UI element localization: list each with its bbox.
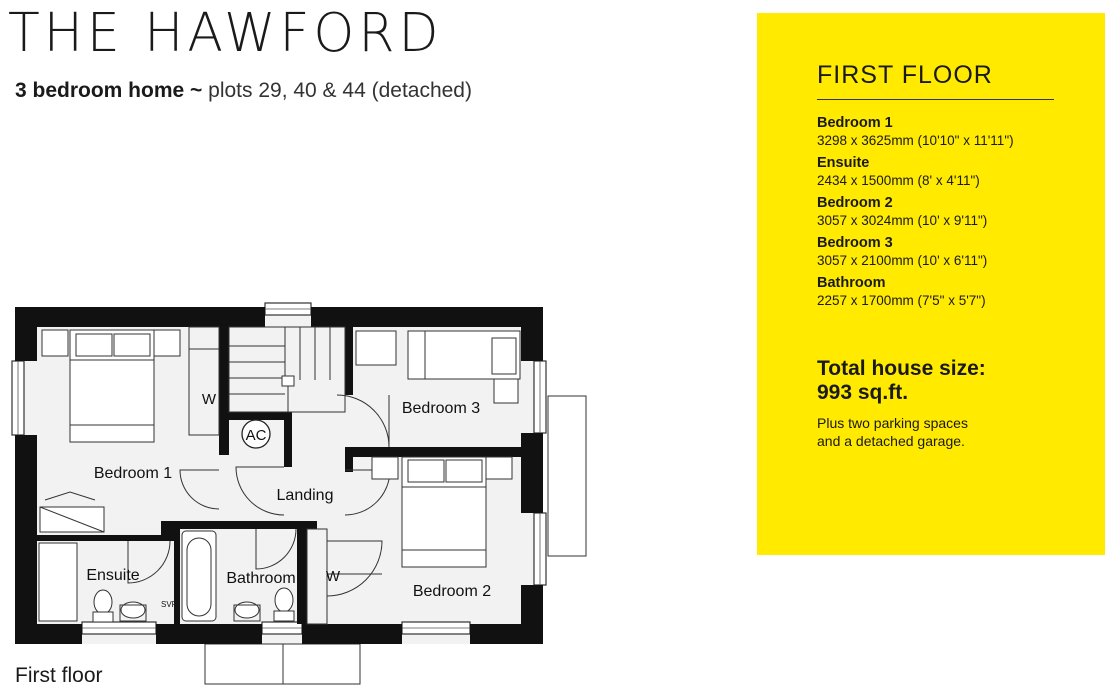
room-name: Bedroom 2 [817, 195, 893, 211]
panel-divider [817, 99, 1054, 100]
room-dimensions: 2257 x 1700mm (7'5" x 5'7") [817, 293, 986, 308]
house-name: THE HAWFORD [8, 3, 443, 65]
house-subtitle [15, 77, 472, 105]
first-floor-plan [0, 290, 600, 689]
room-name: Bedroom 3 [817, 235, 893, 251]
wardrobe-label-bedroom-2: W [325, 568, 341, 585]
extras-line-1: Plus two parking spaces [817, 415, 968, 431]
total-label: Total house size: [817, 357, 986, 380]
room-list [817, 115, 1097, 315]
room-label-landing: Landing [276, 487, 334, 504]
total-house-size [817, 357, 1097, 405]
extras-line-2: and a detached garage. [817, 433, 965, 449]
room-entry-bedroom-2 [817, 195, 1097, 229]
room-sizes-panel [757, 13, 1105, 555]
subtitle-plots: plots 29, 40 & 44 (detached) [208, 79, 472, 102]
wardrobe-label-bedroom-1: W [201, 391, 217, 408]
room-entry-bathroom [817, 275, 1097, 309]
plan-caption: First floor [15, 664, 103, 687]
room-label-bedroom-1: Bedroom 1 [93, 465, 173, 482]
panel-heading: FIRST FLOOR [817, 61, 993, 89]
room-name: Bathroom [817, 275, 886, 291]
room-name: Bedroom 1 [817, 115, 893, 131]
room-label-ensuite: Ensuite [86, 567, 140, 584]
room-dimensions: 3057 x 2100mm (10' x 6'11") [817, 253, 988, 268]
ac-label: AC [245, 427, 267, 444]
room-name: Ensuite [817, 155, 870, 171]
subtitle-bedrooms: 3 bedroom home ~ [15, 79, 203, 102]
svp-label: SVP [160, 600, 178, 609]
room-entry-bedroom-3 [817, 235, 1097, 269]
room-entry-bedroom-1 [817, 115, 1097, 149]
total-value: 993 sq.ft. [817, 381, 909, 404]
room-dimensions: 3298 x 3625mm (10'10" x 11'11") [817, 133, 1014, 148]
room-entry-ensuite [817, 155, 1097, 189]
room-label-bathroom: Bathroom [226, 570, 296, 587]
extras-note [817, 414, 1057, 450]
room-dimensions: 2434 x 1500mm (8' x 4'11") [817, 173, 980, 188]
room-label-bedroom-2: Bedroom 2 [412, 583, 492, 600]
room-dimensions: 3057 x 3024mm (10' x 9'11") [817, 213, 988, 228]
room-label-bedroom-3: Bedroom 3 [401, 400, 481, 417]
